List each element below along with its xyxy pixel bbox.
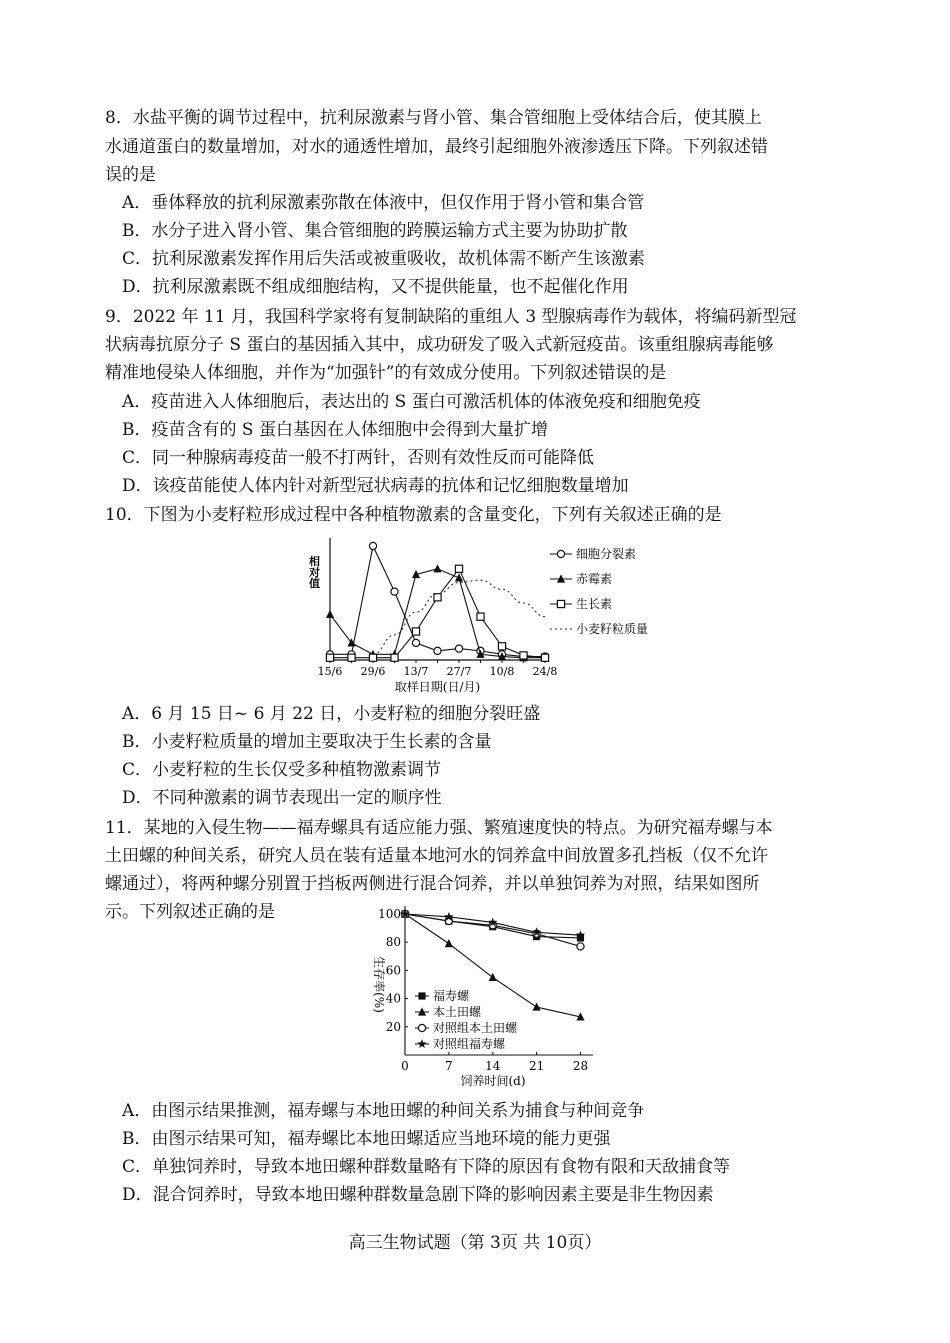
data-point xyxy=(455,645,462,652)
legend-label: 对照组福寿螺 xyxy=(433,1037,506,1051)
y-tick-label: 60 xyxy=(385,963,401,978)
data-point xyxy=(326,610,334,618)
x-tick-label: 15/6 xyxy=(317,665,343,678)
data-point xyxy=(369,542,376,549)
q9-stem-line-2: 状病毒抗原分子 S 蛋白的基因插入其中，成功研发了吸入式新冠疫苗。该重组腺病毒能够 xyxy=(105,335,774,355)
q11-stem-line-3: 螺通过），将两种螺分别置于挡板两侧进行混合饲养，并以单独饲养为对照，结果如图所 xyxy=(105,874,760,894)
data-point xyxy=(489,973,497,981)
y-tick-label: 40 xyxy=(385,991,401,1006)
q8-option-b: B．水分子进入肾小管、集合管细胞的跨膜运输方式主要为协助扩散 xyxy=(122,221,628,241)
q11-stem-line-2: 土田螺的种间关系，研究人员在装有适量本地河水的饲养盒中间放置多孔挡板（仅不允许 xyxy=(105,846,768,866)
legend-marker xyxy=(418,1024,425,1031)
y-axis-label: 生存率(%) xyxy=(372,956,386,1013)
q8-stem-line-3: 误的是 xyxy=(105,165,156,185)
legend-label: 小麦籽粒质量 xyxy=(576,622,649,636)
legend-marker xyxy=(557,600,564,607)
x-tick-label: 29/6 xyxy=(360,665,386,678)
y-tick-label: 100 xyxy=(378,907,401,921)
q10-option-a: A．6 月 15 日~ 6 月 22 日，小麦籽粒的细胞分裂旺盛 xyxy=(122,704,541,724)
q9-option-d: D．该疫苗能使人体内针对新型冠状病毒的抗体和记忆细胞数量增加 xyxy=(122,476,629,496)
q9-stem-line-3: 精准地侵染人体细胞，并作为“加强针”的有效成分使用。下列叙述错误的是 xyxy=(105,363,667,383)
legend-label: 生长素 xyxy=(576,597,613,611)
q10-option-d: D．不同种激素的调节表现出一定的顺序性 xyxy=(122,788,442,808)
q8-option-c: C．抗利尿激素发挥作用后失活或被重吸收，故机体需不断产生该激素 xyxy=(122,249,646,269)
series-line xyxy=(373,580,545,654)
q11-stem-line-1: 11．某地的入侵生物——福寿螺具有适应能力强、繁殖速度快的特点。为研究福寿螺与本 xyxy=(105,818,773,838)
data-point xyxy=(477,613,484,620)
page-footer: 高三生物试题（第 3页 共 10页） xyxy=(348,1233,602,1253)
q11-option-a: A．由图示结果推测，福寿螺与本地田螺的种间关系为捕食与种间竞争 xyxy=(122,1101,645,1121)
q9-option-b: B．疫苗含有的 S 蛋白基因在人体细胞中会得到大量扩增 xyxy=(122,420,548,440)
legend-marker xyxy=(417,1039,427,1048)
x-axis-label: 取样日期(日/月) xyxy=(394,680,481,694)
data-point xyxy=(433,564,441,572)
q10-option-b: B．小麦籽粒质量的增加主要取决于生长素的含量 xyxy=(122,732,492,752)
x-tick-label: 0 xyxy=(401,1059,409,1073)
q9-stem-line-1: 9．2022 年 11 月，我国科学家将有复制缺陷的重组人 3 型腺病毒作为载体，将编码新型冠 xyxy=(105,307,797,327)
data-point xyxy=(533,1002,541,1010)
x-tick-label: 14 xyxy=(485,1059,501,1073)
q8-stem-line-1: 8．水盐平衡的调节过程中，抗利尿激素与肾小管、集合管细胞上受体结合后，使其膜上 xyxy=(105,108,762,128)
legend-marker xyxy=(418,992,425,999)
data-point xyxy=(445,939,453,947)
y-tick-label: 80 xyxy=(385,935,401,950)
legend-label: 福寿螺 xyxy=(433,989,470,1003)
data-point xyxy=(391,654,398,661)
hormone-chart xyxy=(300,532,680,702)
legend-label: 细胞分裂素 xyxy=(576,547,637,561)
data-point xyxy=(348,654,355,661)
data-point xyxy=(369,654,376,661)
data-point xyxy=(412,628,419,635)
data-point xyxy=(434,647,441,654)
series-line xyxy=(330,569,545,658)
q8-stem-line-2: 水通道蛋白的数量增加，对水的通透性增加，最终引起细胞外液渗透压下降。下列叙述错 xyxy=(105,137,768,157)
data-point xyxy=(412,639,419,646)
series-line xyxy=(330,569,545,658)
data-point xyxy=(326,654,333,661)
legend-label: 赤霉素 xyxy=(576,572,613,586)
y-axis-label: 相对值 xyxy=(307,555,321,589)
data-point xyxy=(520,652,527,659)
x-tick-label: 10/8 xyxy=(489,665,515,678)
legend-label: 本土田螺 xyxy=(433,1005,482,1019)
x-tick-label: 13/7 xyxy=(403,665,429,678)
q11-option-d: D．混合饲养时，导致本地田螺种群数量急剧下降的影响因素主要是非生物因素 xyxy=(122,1185,714,1205)
data-point xyxy=(541,654,548,661)
x-tick-label: 27/7 xyxy=(446,665,472,678)
x-axis-label: 饲养时间(d) xyxy=(460,1074,526,1088)
data-point xyxy=(498,643,505,650)
q11-option-b: B．由图示结果可知，福寿螺比本地田螺适应当地环境的能力更强 xyxy=(122,1129,611,1149)
legend-label: 对照组本土田螺 xyxy=(433,1021,518,1035)
q8-option-a: A．垂体释放的抗利尿激素弥散在体液中，但仅作用于肾小管和集合管 xyxy=(122,193,645,213)
q10-option-c: C．小麦籽粒的生长仅受多种植物激素调节 xyxy=(122,760,442,780)
x-tick-label: 24/8 xyxy=(532,665,558,678)
q11-stem-line-4: 示。下列叙述正确的是 xyxy=(105,902,275,922)
data-point xyxy=(455,565,462,572)
survival-chart xyxy=(355,900,615,1095)
q8-option-d: D．抗利尿激素既不组成细胞结构，又不提供能量，也不起催化作用 xyxy=(122,277,629,297)
q10-stem: 10．下图为小麦籽粒形成过程中各种植物激素的含量变化，下列有关叙述正确的是 xyxy=(105,505,722,525)
y-tick-label: 20 xyxy=(385,1019,401,1034)
x-tick-label: 21 xyxy=(528,1059,545,1073)
legend-marker xyxy=(557,550,564,557)
x-tick-label: 28 xyxy=(572,1059,589,1073)
data-point xyxy=(391,588,398,595)
data-point xyxy=(577,943,584,950)
q11-option-c: C．单独饲养时，导致本地田螺种群数量略有下降的原因有食物有限和天敌捕食等 xyxy=(122,1157,731,1177)
q9-option-a: A．疫苗进入人体细胞后，表达出的 S 蛋白可激活机体的体液免疫和细胞免疫 xyxy=(122,392,701,412)
q9-option-c: C．同一种腺病毒疫苗一般不打两针，否则有效性反而可能降低 xyxy=(122,448,595,468)
x-tick-label: 7 xyxy=(445,1059,453,1073)
